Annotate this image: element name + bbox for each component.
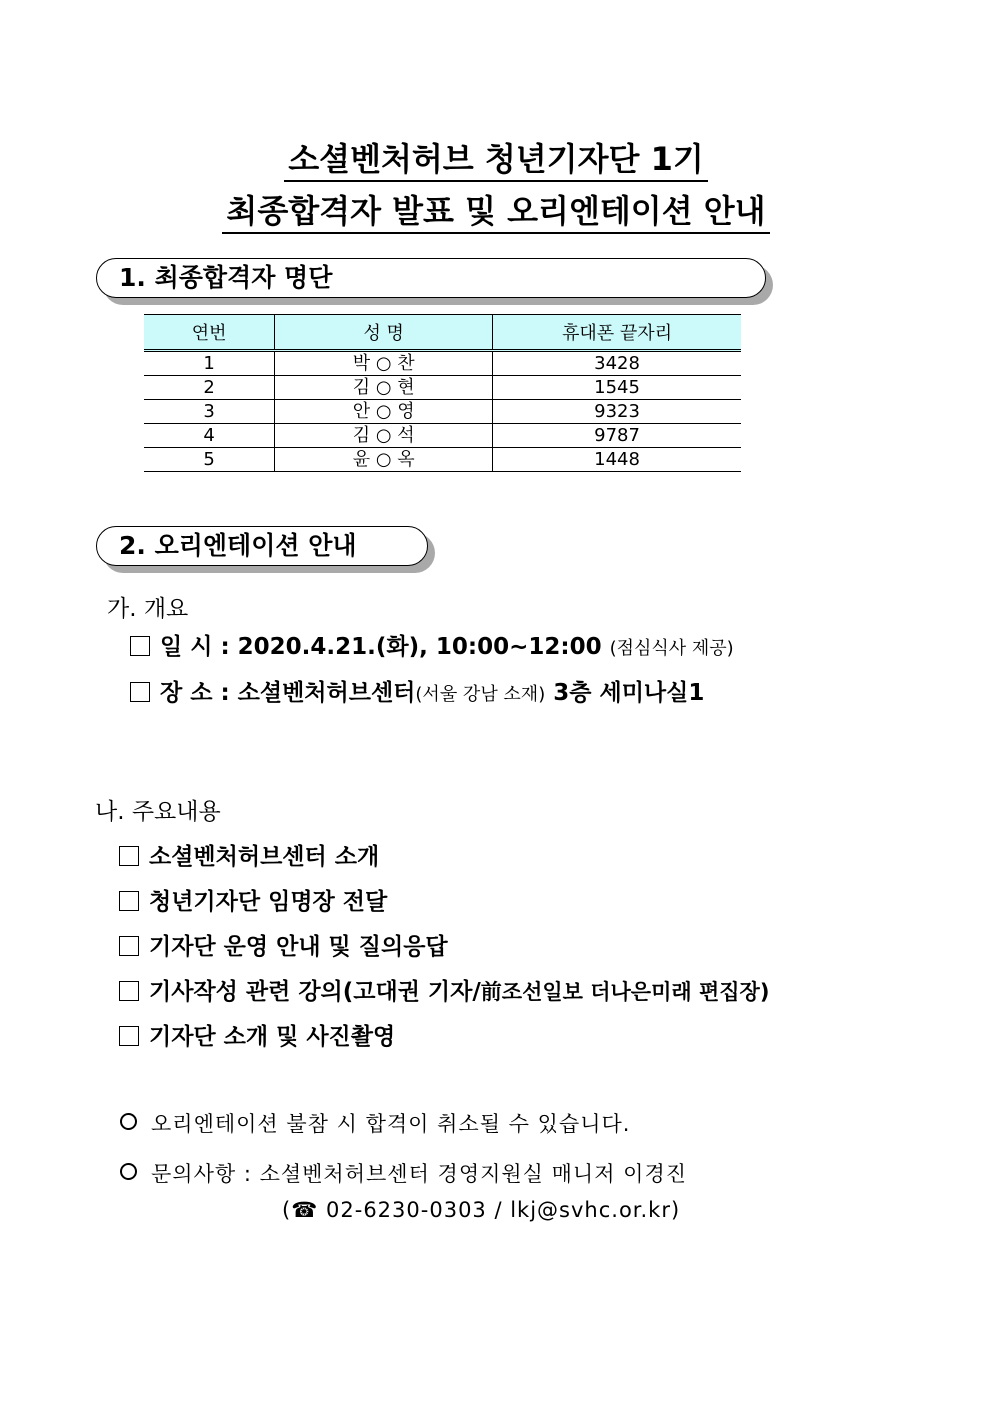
checkbox-icon: [119, 936, 139, 956]
circle-bullet-icon: [120, 1163, 137, 1180]
content-item: [119, 883, 387, 916]
checkbox-icon: [119, 846, 139, 866]
content-item: [119, 838, 379, 871]
place-text: 장 소 : 소셜벤처허브센터: [160, 680, 416, 706]
finalist-table: [144, 314, 741, 472]
table-row: [144, 400, 741, 424]
page-title-line2: 최종합격자 발표 및 오리엔테이션 안내: [0, 186, 992, 232]
overview-label: 가. 개요: [107, 596, 189, 622]
table-row: [144, 351, 741, 376]
cell-no: 2: [144, 376, 275, 400]
date-item: [130, 628, 734, 661]
place-item: [130, 674, 704, 707]
circle-bullet-icon: [120, 1113, 137, 1130]
checkbox-icon: [130, 636, 150, 656]
content-item-lecture: [119, 973, 769, 1006]
contact-text: 문의사항 : 소셜벤처허브센터 경영지원실 매니저 이경진: [151, 1162, 688, 1186]
warning-note: [120, 1108, 630, 1138]
checkbox-icon: [119, 891, 139, 911]
warning-text: 오리엔테이션 불참 시 합격이 취소될 수 있습니다.: [151, 1112, 631, 1136]
cell-no: 5: [144, 448, 275, 472]
content-item-text: 기자단 소개 및 사진촬영: [149, 1024, 396, 1050]
contact-detail: (☎ 02-6230-0303 / lkj@svhc.or.kr): [282, 1198, 681, 1222]
content-item-text: 청년기자단 임명장 전달: [149, 889, 388, 915]
checkbox-icon: [130, 682, 150, 702]
content-item-text: 기자단 운영 안내 및 질의응답: [149, 934, 448, 960]
page-title-line1: 소셜벤처허브 청년기자단 1기: [0, 134, 992, 180]
checkbox-icon: [119, 981, 139, 1001]
checkbox-icon: [119, 1026, 139, 1046]
section2-heading: 2. 오리엔테이션 안내: [96, 526, 428, 566]
header-phone: 휴대폰 끝자리: [493, 315, 741, 351]
place-location-note: (서울 강남 소재): [415, 684, 546, 705]
place-room: 3층 세미나실1: [545, 680, 705, 706]
cell-no: 4: [144, 424, 275, 448]
table-row: [144, 448, 741, 472]
cell-phone: 1545: [493, 376, 741, 400]
cell-phone: 3428: [493, 351, 741, 376]
cell-no: 1: [144, 351, 275, 376]
table-row: [144, 424, 741, 448]
content-item: [119, 928, 448, 961]
cell-name: 김 ○ 현: [275, 376, 493, 400]
cell-no: 3: [144, 400, 275, 424]
table-row: [144, 376, 741, 400]
lecture-text: 기사작성 관련 강의(고대권 기자/: [149, 979, 481, 1005]
lecture-note: 前조선일보 더나은미래 편집장): [480, 980, 770, 1004]
contents-label: 나. 주요내용: [95, 799, 221, 825]
content-item: [119, 1018, 395, 1051]
cell-phone: 1448: [493, 448, 741, 472]
table-header-row: [144, 315, 741, 351]
section1-heading: 1. 최종합격자 명단: [96, 258, 766, 298]
header-name: 성 명: [275, 315, 493, 351]
cell-phone: 9323: [493, 400, 741, 424]
cell-name: 박 ○ 찬: [275, 351, 493, 376]
cell-phone: 9787: [493, 424, 741, 448]
cell-name: 윤 ○ 옥: [275, 448, 493, 472]
date-note: (점심식사 제공): [609, 638, 734, 659]
date-text: 일 시 : 2020.4.21.(화), 10:00~12:00: [160, 634, 602, 660]
cell-name: 안 ○ 영: [275, 400, 493, 424]
contact-note: [120, 1158, 687, 1188]
cell-name: 김 ○ 석: [275, 424, 493, 448]
header-no: 연번: [144, 315, 275, 351]
content-item-text: 소셜벤처허브센터 소개: [149, 844, 380, 870]
